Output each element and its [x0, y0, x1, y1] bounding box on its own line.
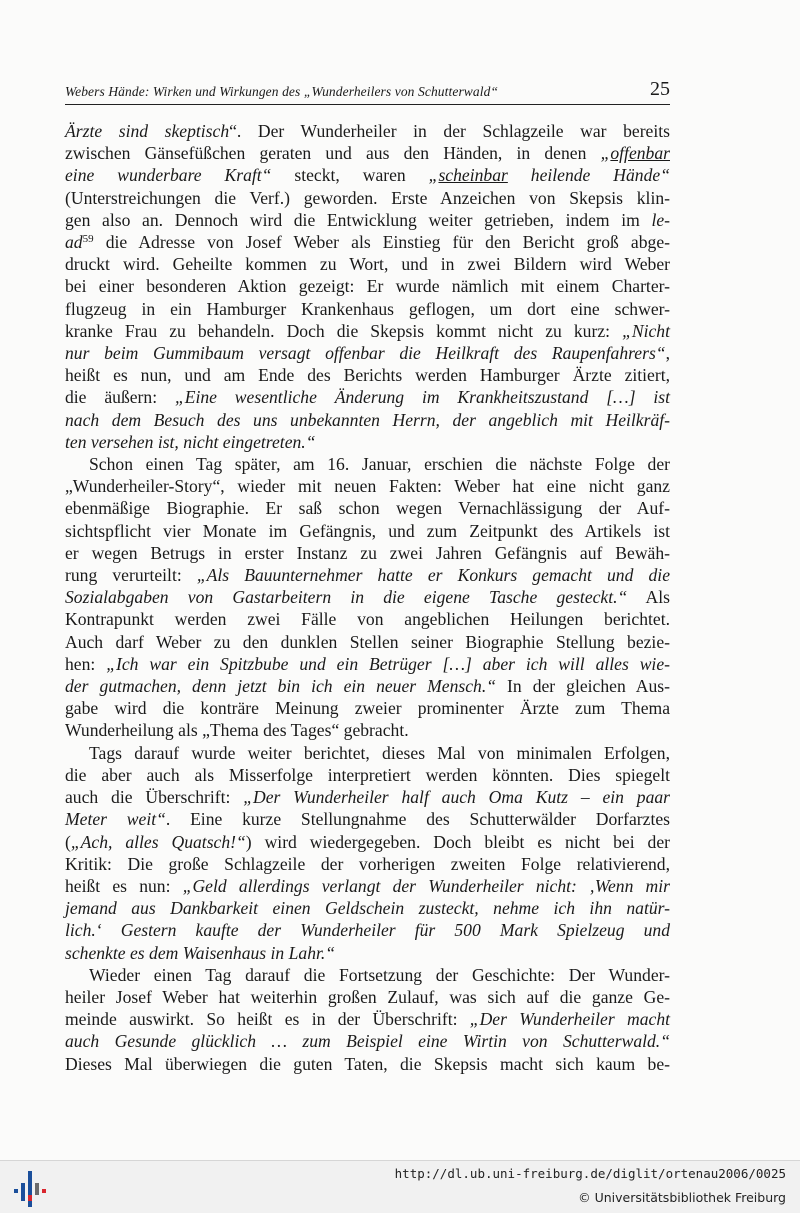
text-line: heißt es nun, und am Ende des Berichts werden Hamburger Ärzte zitiert, [65, 365, 670, 386]
text-line: Wieder einen Tag darauf die Fortsetzung der Geschichte: Der Wunder- [89, 964, 670, 985]
text-line: rung verurteilt: „Als Bauunternehmer hatte er Konkurs gemacht und die [65, 565, 670, 586]
text-line: Auch darf Weber zu den dunklen Stellen seiner Biographie Stellung bezie- [65, 631, 670, 652]
text-line: lich.‘ Gestern kaufte der Wunderheiler für 500 Mark Spielzeug und [65, 920, 670, 941]
text-line: Kontrapunkt werden zwei Fälle von angeblichen Heilungen berichtet. [65, 609, 670, 630]
text-line: die aber auch als Misserfolge interpretiert werden könnten. Dies spiegelt [65, 764, 670, 785]
text-line: auch die Überschrift: „Der Wunderheiler half auch Oma Kutz – ein paar [65, 787, 671, 808]
text-line: Kritik: Die große Schlagzeile der vorherigen zweiten Folge relativierend, [65, 853, 670, 874]
paragraph-2 [65, 453, 670, 742]
text-line: Meter weit“. Eine kurze Stellungnahme des Schutterwälder Dorfarztes [65, 809, 670, 830]
text-line: ebenmäßige Biographie. Er saß schon wegen Vernachlässigung der Auf- [65, 498, 670, 519]
text-line: Schon einen Tag später, am 16. Januar, erschien die nächste Folge der [89, 454, 670, 475]
running-header [65, 78, 670, 105]
document-url-link[interactable]: http://dl.ub.uni-freiburg.de/diglit/ortenau2006/0025 [394, 1166, 786, 1181]
text-line: jemand aus Dankbarkeit einen Geldschein zusteckt, nehme ich ihn natür- [65, 898, 670, 919]
text-line: der gutmachen, denn jetzt bin ich ein neuer Mensch.“ In der gleichen Aus- [65, 676, 670, 697]
text-line: gen also an. Dennoch wird die Entwicklung weiter getrieben, indem im le- [65, 209, 670, 230]
text-line: hen: „Ich war ein Spitzbube und ein Betrüger […] aber ich will alles wie- [65, 653, 670, 674]
text-line: nur beim Gummibaum versagt offenbar die Heilkraft des Raupenfahrers“, [65, 343, 670, 364]
text-line: die äußern: „Eine wesentliche Änderung im Krankheitszustand […] ist [65, 387, 671, 408]
text-line: Sozialabgaben von Gastarbeitern in die eigene Tasche gesteckt.“ Als [65, 587, 670, 608]
text-line: kranke Frau zu behandeln. Doch die Skepsis kommt nicht zu kurz: „Nicht [65, 320, 670, 341]
paragraph-3 [65, 742, 670, 964]
text-line: heiler Josef Weber hat weiterhin großen Zulauf, was sich auf die ganze Ge- [65, 986, 670, 1007]
text-line: Dieses Mal überwiegen die guten Taten, die Skepsis macht sich kaum be- [65, 1053, 670, 1074]
text-line: nach dem Besuch des uns unbekannten Herrn, der angeblich mit Heilkräf- [65, 409, 670, 430]
page-number: 25 [650, 78, 670, 100]
footnote-ref-59: 59 [82, 233, 94, 246]
text-line: druckt wird. Geheilte kommen zu Wort, und in zwei Bildern wird Weber [65, 254, 670, 275]
paragraph-4 [65, 964, 670, 1075]
copyright-text: © Universitätsbibliothek Freiburg [578, 1190, 786, 1205]
text-line: auch Gesunde glücklich … zum Beispiel eine Wirtin von Schutterwald.“ [65, 1031, 670, 1052]
running-header-title: Webers Hände: Wirken und Wirkungen des „Wunderheilers von Schutterwald“ [65, 84, 499, 99]
text-line: er wegen Betrugs in erster Instanz zu zwei Jahren Gefängnis auf Bewäh- [65, 542, 670, 563]
text-line: zwischen Gänsefüßchen geraten und aus den Händen, in denen „offenbar [65, 143, 670, 164]
text-line: sichtspflicht vier Monate im Gefängnis, und zum Zeitpunkt des Artikels ist [65, 520, 670, 541]
text-line: Ärzte sind skeptisch“. Der Wunderheiler in der Schlagzeile war bereits [65, 121, 670, 141]
ub-freiburg-logo-icon[interactable] [10, 1167, 50, 1207]
text-line: flugzeug in ein Hamburger Krankenhaus geflogen, um dort eine schwer- [65, 298, 670, 319]
text-line: heißt es nun: „Geld allerdings verlangt der Wunderheiler nicht: ‚Wenn mir [65, 875, 671, 896]
paragraph-1 [65, 120, 670, 453]
text-line: $ad^{59}$ die Adresse von Josef Weber als Einstieg für den Bericht groß abge- [65, 232, 670, 253]
footer-bar [0, 1160, 800, 1213]
text-line: (Unterstreichungen die Verf.) geworden. Erste Anzeichen von Skepsis klin- [65, 187, 670, 208]
text-line: „Wunderheiler-Story“, wieder mit neuen Fakten: Weber hat eine nicht ganz [65, 476, 670, 497]
text-line: schenkte es dem Waisenhaus in Lahr.“ [65, 942, 336, 963]
text-line: Wunderheilung als „Thema des Tages“ gebracht. [65, 720, 409, 741]
text-line: meinde auswirkt. So heißt es in der Überschrift: „Der Wunderheiler macht [65, 1009, 670, 1030]
text-line: Tags darauf wurde weiter berichtet, dieses Mal von minimalen Erfolgen, [89, 742, 670, 763]
text-line: („Ach, alles Quatsch!“) wird wiedergegeben. Doch bleibt es nicht bei der [65, 831, 670, 852]
text-line: bei einer besonderen Aktion gezeigt: Er wurde nämlich mit einem Charter- [65, 276, 670, 297]
body-text [65, 120, 670, 1075]
text-line: gabe wird die konträre Meinung zweier prominenter Ärzte zum Thema [65, 698, 670, 719]
text-line: eine wunderbare Kraft“ steckt, waren „scheinbar heilende Hände“ [65, 165, 670, 186]
text-line: ten versehen ist, nicht eingetreten.“ [65, 431, 316, 452]
